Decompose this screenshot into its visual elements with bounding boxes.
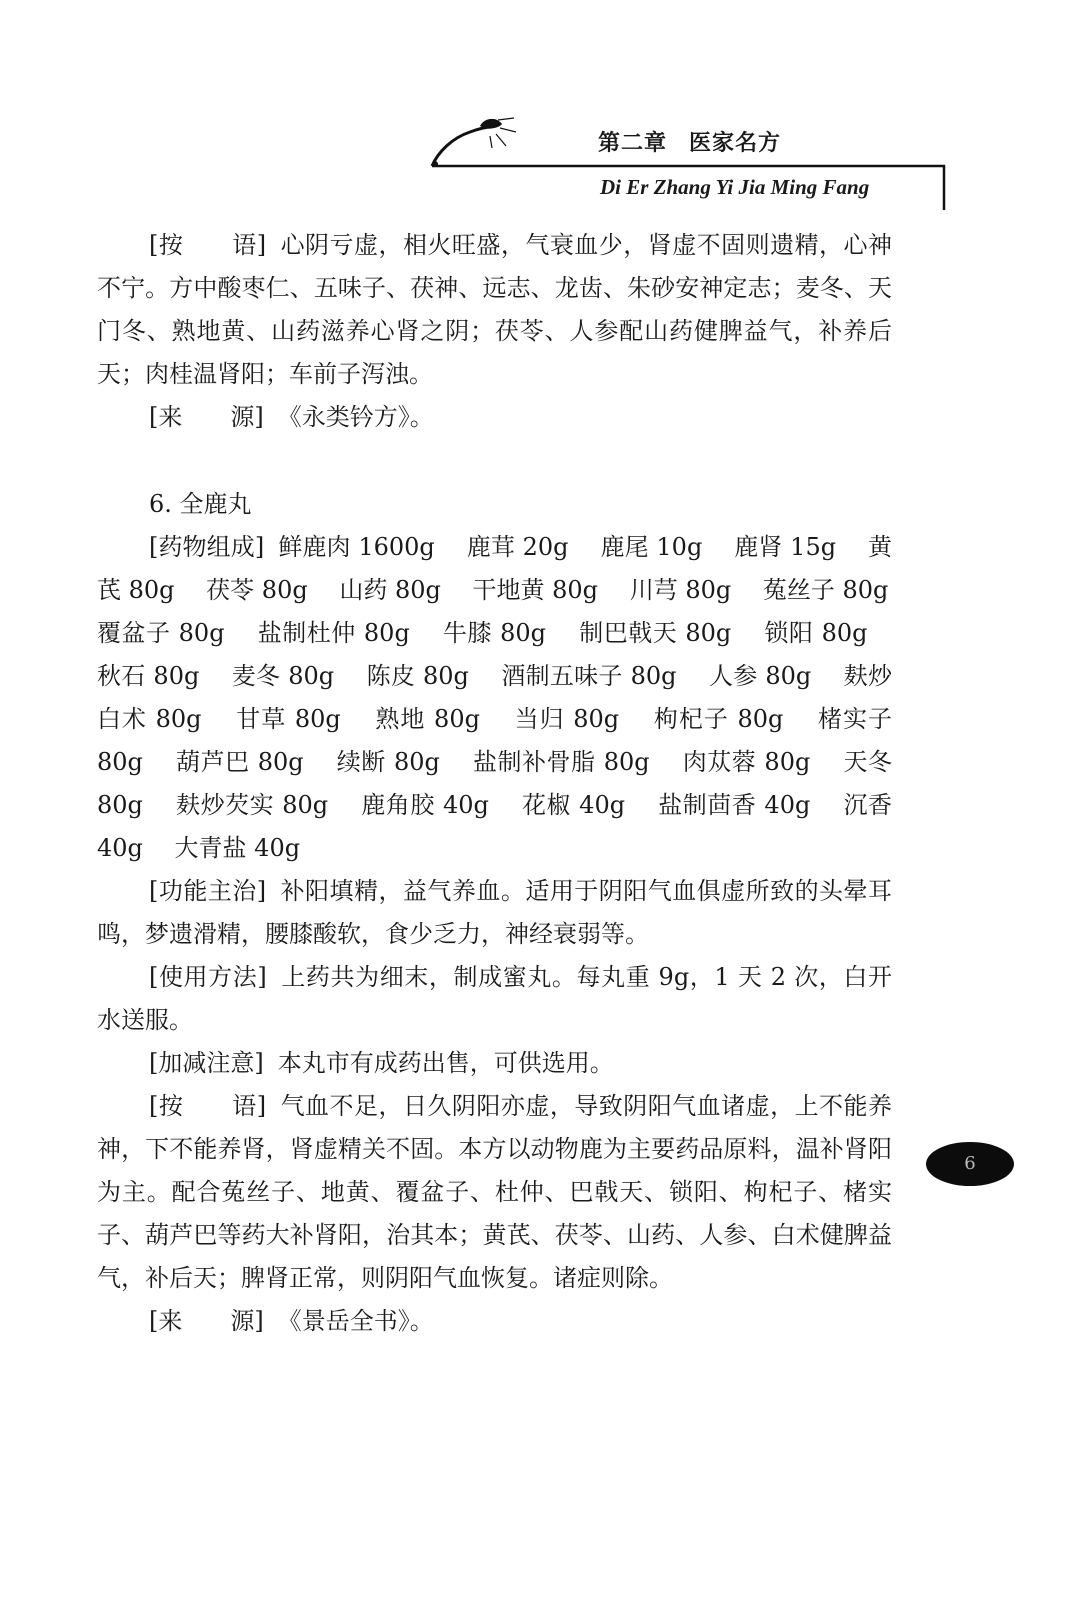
usage-text: 上药共为细末，制成蜜丸。每丸重 9g，1 天 2 次，白开水送服。 (97, 963, 893, 1034)
note-label: [按 语] (149, 231, 267, 259)
caution-paragraph (97, 1042, 892, 1085)
ingredient-item: 熟地 80g (375, 705, 480, 733)
ingredient-item: 锁阳 80g (764, 619, 868, 647)
ingredient-item: 酒制五味子 80g (501, 662, 677, 690)
chapter-title (598, 126, 781, 157)
ingredient-item: 鹿肾 15g (734, 533, 837, 561)
page-number: 6 (926, 1142, 1014, 1186)
chapter-name: 医家名方 (689, 131, 782, 156)
function-paragraph (97, 870, 892, 956)
ingredient-item: 干地黄 80g (472, 576, 599, 604)
ingredient-item: 菟丝子 80g (762, 576, 889, 604)
ingredient-item: 牛膝 80g (442, 619, 547, 647)
ingredient-item: 鹿角胶 40g (361, 791, 489, 819)
ingredient-item: 楮实子 80g (97, 705, 893, 776)
ingredient-item: 茯苓 80g (206, 576, 308, 604)
ingredient-item: 川芎 80g (629, 576, 732, 604)
chapter-number: 第二章 (598, 131, 668, 156)
ingredients-paragraph (97, 526, 892, 870)
ingredient-item: 陈皮 80g (366, 662, 469, 690)
note-text: 心阴亏虚，相火旺盛，气衰血少，肾虚不固则遗精，心神不宁。方中酸枣仁、五味子、茯神、远志、龙齿、朱砂安神定志；麦冬、天门冬、熟地黄、山药滋养心肾之阴；茯苓、人参配山药健脾益气，补养后天；肉桂温肾阳；车前子泻浊。 (97, 231, 892, 388)
ingredient-item: 麦冬 80g (231, 662, 335, 690)
ingredient-item: 花椒 40g (522, 791, 626, 819)
ingredient-item: 当归 80g (514, 705, 620, 733)
function-text: 补阳填精，益气养血。适用于阴阳气血俱虚所致的头晕耳鸣，梦遗滑精，腰膝酸软，食少乏力，神经衰弱等。 (97, 877, 892, 948)
ingredient-item: 甘草 80g (236, 705, 341, 733)
ingredient-item: 天冬 80g (97, 748, 893, 819)
section1-source-paragraph (97, 396, 892, 439)
ingredient-item: 大青盐 40g (174, 834, 301, 862)
ingredient-item: 秋石 80g (97, 662, 200, 690)
running-header (0, 0, 1080, 210)
ingredient-item: 鲜鹿肉 1600g (278, 533, 435, 561)
ingredient-item: 制巴戟天 80g (579, 619, 732, 647)
usage-paragraph (97, 956, 892, 1042)
source-text: 《永类钤方》。 (277, 403, 434, 431)
section2-source-paragraph (97, 1300, 892, 1343)
note-text: 气血不足，日久阴阳亦虚，导致阴阳气血诸虚，上不能养神，下不能养肾，肾虚精关不固。本方以动物鹿为主要药品原料，温补肾阳为主。配合菟丝子、地黄、覆盆子、杜仲、巴戟天、锁阳、枸杞子、楮实子、葫芦巴等药大补肾阳，治其本；黄芪、茯苓、山药、人参、白术健脾益气，补后天；脾肾正常，则阴阳气血恢复。诸症则除。 (97, 1092, 892, 1292)
section2-note-paragraph (97, 1085, 892, 1300)
source-label: [来 源] (149, 403, 264, 431)
ingredient-item: 枸杞子 80g (653, 705, 784, 733)
ingredient-item: 覆盆子 80g (97, 619, 225, 647)
caution-text: 本丸市有成药出售，可供选用。 (277, 1049, 614, 1077)
ingredient-item: 肉苁蓉 80g (682, 748, 811, 776)
usage-label: [使用方法] (149, 963, 267, 991)
header-lamp-rule-icon (0, 0, 1080, 210)
chapter-title-pinyin: Di Er Zhang Yi Jia Ming Fang (600, 175, 870, 199)
ingredient-item: 盐制补骨脂 80g (473, 748, 650, 776)
ingredient-item: 鹿尾 10g (600, 533, 703, 561)
ingredient-item: 盐制茴香 40g (658, 791, 811, 819)
ingredient-item: 沉香 40g (97, 791, 892, 862)
source-label: [来 源] (149, 1307, 264, 1335)
ingredient-item: 黄芪 80g (97, 533, 893, 604)
ingredient-item: 盐制杜仲 80g (257, 619, 410, 647)
ingredient-item: 麸炒白术 80g (97, 662, 892, 733)
ingredients-label: [药物组成] (149, 533, 265, 561)
ingredient-item: 人参 80g (708, 662, 812, 690)
ingredient-item: 山药 80g (339, 576, 441, 604)
page-body (97, 224, 892, 1343)
source-text: 《景岳全书》。 (277, 1307, 434, 1335)
ingredients-list (97, 533, 912, 862)
ingredient-item: 续断 80g (336, 748, 440, 776)
caution-label: [加减注意] (149, 1049, 264, 1077)
ingredient-item: 葫芦巴 80g (176, 748, 304, 776)
formula-title: 6. 全鹿丸 (149, 490, 252, 518)
function-label: [功能主治] (149, 877, 267, 905)
ingredient-item: 鹿茸 20g (466, 533, 569, 561)
ingredient-item: 麸炒芡实 80g (176, 791, 329, 819)
note-label: [按 语] (149, 1092, 267, 1120)
section1-note-paragraph (97, 224, 892, 396)
